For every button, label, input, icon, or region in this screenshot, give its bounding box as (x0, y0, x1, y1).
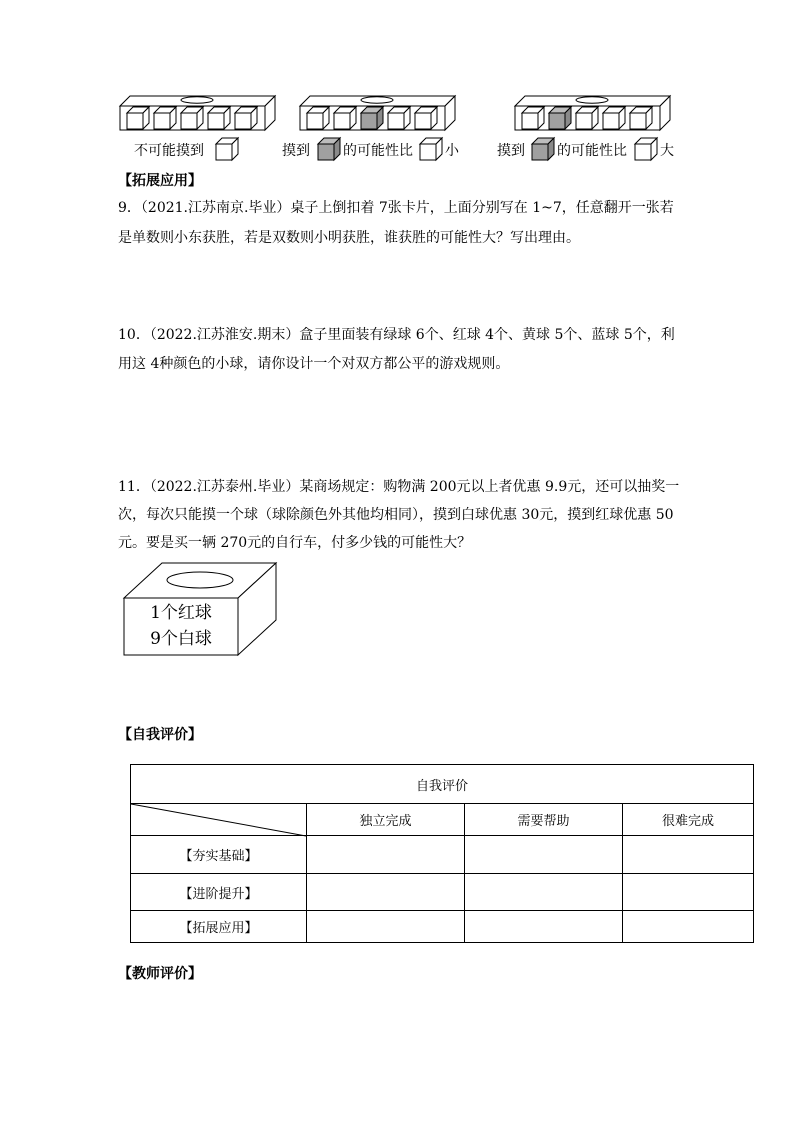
column-header: 需要帮助 (465, 804, 623, 836)
column-header: 独立完成 (307, 804, 465, 836)
eval-cell[interactable] (465, 874, 623, 911)
section-teacher-heading: 【教师评价】 (118, 966, 202, 982)
row-header: 【拓展应用】 (131, 911, 307, 943)
column-header: 很难完成 (623, 804, 754, 836)
q10-line1: 10．（2022.江苏淮安.期末）盒子里面装有绿球 6个、红球 4个、黄球 5个、蓝球 5个，利 (118, 327, 675, 343)
q9-line2: 是单数则小东获胜，若是双数则小明获胜，谁获胜的可能性大？写出理由。 (118, 230, 580, 246)
box-label-3-prefix: 摸到 (497, 143, 525, 159)
q10-line2: 用这 4种颜色的小球，请你设计一个对双方都公平的游戏规则。 (118, 356, 510, 372)
section-self-heading: 【自我评价】 (118, 727, 202, 743)
white-ball-count: 9个白球 (150, 629, 212, 649)
box-label-2-prefix: 摸到 (282, 143, 310, 159)
diagonal-line (131, 804, 306, 836)
q11-line2: 次，每次只能摸一个球（球除颜色外其他均相同），摸到白球优惠 30元，摸到红球优惠 50 (118, 507, 674, 523)
diagonal-header-cell (131, 804, 307, 836)
eval-cell[interactable] (307, 874, 465, 911)
eval-table-title: 自我评价 (131, 765, 754, 804)
row-header: 【夯实基础】 (131, 836, 307, 874)
red-ball-count: 1个红球 (150, 603, 212, 623)
section-extend-heading: 【拓展应用】 (118, 173, 202, 189)
row-header: 【进阶提升】 (131, 874, 307, 911)
eval-cell[interactable] (623, 874, 754, 911)
eval-cell[interactable] (623, 911, 754, 943)
q11-line1: 11．（2022.江苏泰州.毕业）某商场规定：购物满 200元以上者优惠 9.9元，还可以抽奖一 (118, 479, 680, 495)
box-label-3-middle: 的可能性比 (557, 143, 627, 159)
ball-box-label (124, 600, 238, 652)
eval-cell[interactable] (623, 836, 754, 874)
label-text: 不可能摸到 (134, 143, 204, 159)
eval-cell[interactable] (307, 911, 465, 943)
eval-cell[interactable] (465, 836, 623, 874)
box-label-2-middle: 的可能性比 (343, 143, 413, 159)
box-label-2-suffix: 小 (445, 143, 459, 159)
self-evaluation-table (130, 764, 754, 943)
eval-cell[interactable] (307, 836, 465, 874)
box-label-3-suffix: 大 (660, 143, 674, 159)
eval-cell[interactable] (465, 911, 623, 943)
q11-line3: 元。要是买一辆 270元的自行车，付多少钱的可能性大？ (118, 535, 472, 551)
q9-line1: 9．（2021.江苏南京.毕业）桌子上倒扣着 7张卡片，上面分别写在 1~7，任意翻开一张若 (118, 200, 674, 216)
